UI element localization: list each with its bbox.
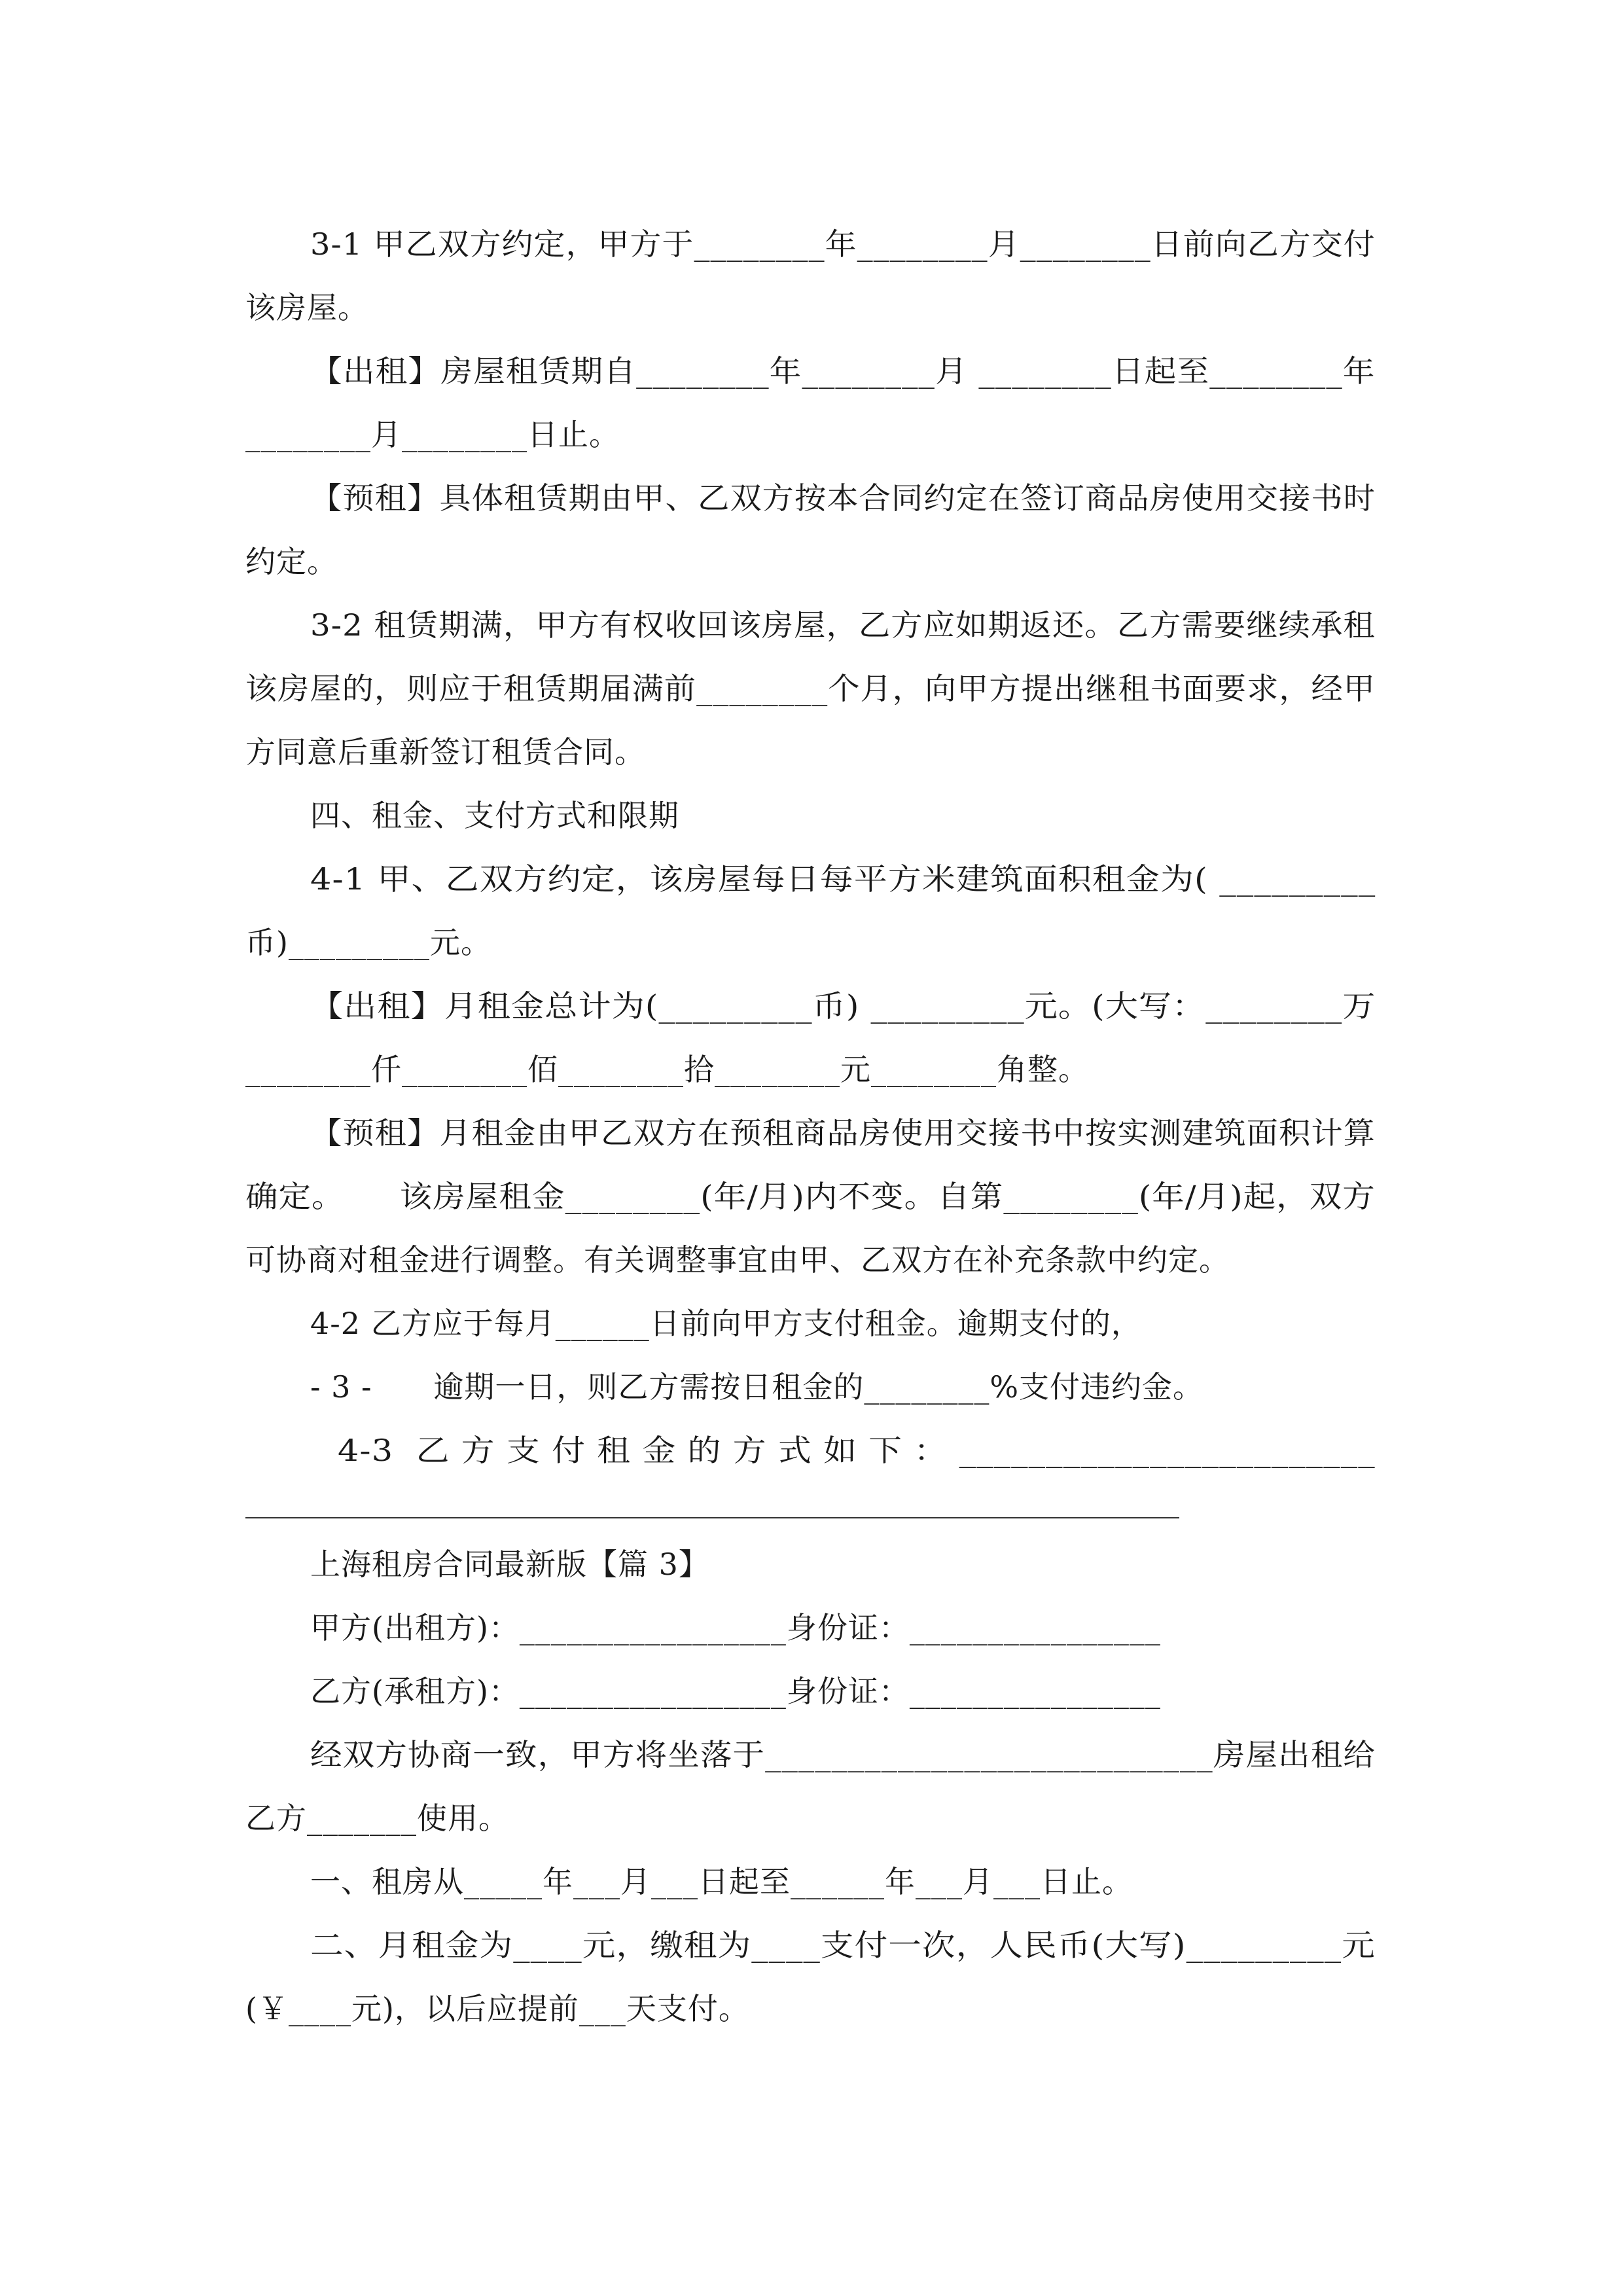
clause-4-3: 4-3 乙 方 支 付 租 金 的 方 式 如 下 ： ________________________	[338, 1433, 1376, 1468]
section-4-heading: 四、租金、支付方式和限期	[310, 798, 679, 833]
clause-4-1-line-1: 4-1 甲、乙双方约定，该房屋每日每平方米建筑面积租金为( _________	[310, 861, 1376, 897]
rent-clause-line-2: (￥____元)，以后应提前___天支付。	[245, 1991, 749, 2026]
rent-term-line-2: ________月________日止。	[245, 417, 620, 452]
location-line-2: 乙方_______使用。	[245, 1801, 509, 1836]
clause-3-2-line-3: 方同意后重新签订租赁合同。	[245, 734, 645, 770]
rent-term-line-1: 【出租】房屋租赁期自________年________月 ________日起至________年	[310, 353, 1376, 389]
clause-3-1-line-1: 3-1 甲乙双方约定，甲方于________年________月________日前向乙方交付	[310, 226, 1376, 262]
monthly-rent-line-1: 【出租】月租金总计为(_________币) _________元。(大写：________万	[310, 988, 1376, 1024]
prerent-term-line-2: 约定。	[245, 544, 338, 579]
separator-line	[245, 1517, 1179, 1518]
party-b-line: 乙方(承租方)：_________________身份证：________________	[310, 1674, 1161, 1709]
prerent-rent-line-1: 【预租】月租金由甲乙双方在预租商品房使用交接书中按实测建筑面积计算	[310, 1115, 1376, 1151]
monthly-rent-line-2: ________仟________佰________拾________元________角整。	[245, 1052, 1089, 1087]
clause-4-2-line-1: 4-2 乙方应于每月______日前向甲方支付租金。逾期支付的，	[310, 1306, 1142, 1341]
prerent-rent-line-3: 可协商对租金进行调整。有关调整事宜由甲、乙双方在补充条款中约定。	[245, 1242, 1230, 1278]
prerent-term-line-1: 【预租】具体租赁期由甲、乙双方按本合同约定在签订商品房使用交接书时	[310, 480, 1376, 516]
term-clause: 一、租房从_____年___月___日起至______年___月___日止。	[310, 1864, 1133, 1899]
location-line-1: 经双方协商一致，甲方将坐落于___________________________房屋出租给	[310, 1737, 1376, 1772]
section-title: 上海租房合同最新版【篇 3】	[310, 1547, 709, 1582]
clause-3-2-line-2: 该房屋的，则应于租赁期届满前________个月，向甲方提出继租书面要求，经甲	[245, 671, 1376, 706]
prerent-rent-line-2: 确定。 该房屋租金________(年/月)内不变。自第________(年/月)起，双方	[245, 1179, 1376, 1214]
rent-clause-line-1: 二、月租金为____元，缴租为____支付一次，人民币(大写)_________元	[310, 1928, 1376, 1963]
clause-3-2-line-1: 3-2 租赁期满，甲方有权收回该房屋，乙方应如期返还。乙方需要继续承租	[310, 607, 1376, 643]
clause-3-1-line-2: 该房屋。	[245, 290, 368, 325]
clause-4-1-line-2: 币)_________元。	[245, 925, 491, 960]
party-a-line: 甲方(出租方)：_________________身份证：________________	[310, 1610, 1161, 1645]
clause-4-2-line-2: - 3 - 逾期一日，则乙方需按日租金的________%支付违约金。	[310, 1369, 1204, 1405]
